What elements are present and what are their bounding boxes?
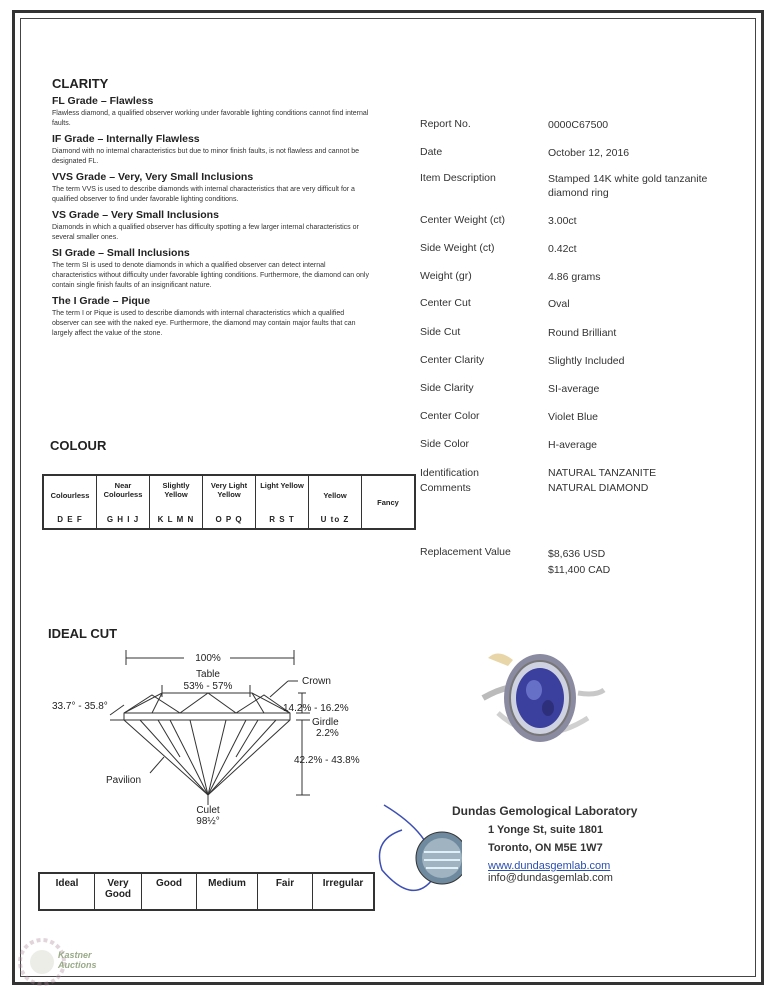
crown-height-label: 14.2% - 16.2% <box>283 703 349 714</box>
grade-description: The term SI is used to denote diamonds in which a qualified observer can detect internal characteristics without difficulty under favorable lighting conditions. Furthermore, the diamond can only contain single finish faults of an insignificant nature. <box>52 262 369 289</box>
lab-email: info@dundasgemlab.com <box>488 872 613 884</box>
grade-heading: IF Grade – Internally Flawless <box>52 133 200 145</box>
cut-grade-cell: Very Good <box>95 873 142 910</box>
grade-heading: The I Grade – Pique <box>52 295 151 307</box>
cut-grade-cell: Ideal <box>39 873 95 910</box>
grade-vvs <box>52 171 372 205</box>
pavilion-label: Pavilion <box>106 775 142 786</box>
cut-grade-cell: Medium <box>197 873 258 910</box>
grade-si <box>52 247 372 291</box>
lab-address-line2: Toronto, ON M5E 1W7 <box>488 842 603 854</box>
grade-heading: VS Grade – Very Small Inclusions <box>52 209 219 221</box>
clarity-title: CLARITY <box>52 76 109 91</box>
cut-grade-cell: Fair <box>258 873 313 910</box>
clarity-section <box>52 76 372 339</box>
lab-name: Dundas Gemological Laboratory <box>452 804 638 818</box>
grade-heading: VVS Grade – Very, Very Small Inclusions <box>52 171 254 183</box>
tanzanite-stone <box>516 668 564 728</box>
grade-description: Diamonds in which a qualified observer has difficulty spotting a few larger internal characteristics or several smaller ones. <box>52 224 359 241</box>
lab-website-link[interactable]: www.dundasgemlab.com <box>488 860 611 872</box>
colour-cell: Yellow U to Z <box>309 475 362 529</box>
grade-if <box>52 133 372 167</box>
lab-seal <box>372 800 462 910</box>
girdle-label: Girdle <box>312 717 339 728</box>
crown-angle-label: 33.7° - 35.8° <box>52 701 108 712</box>
grade-vs <box>52 209 372 243</box>
colour-scale-table <box>42 474 416 530</box>
lab-address-line1: 1 Yonge St, suite 1801 <box>488 824 604 836</box>
colour-cell: Colourless D E F <box>43 475 97 529</box>
culet-value-label: 98½° <box>196 816 220 827</box>
width-label: 100% <box>195 653 221 664</box>
colour-title: COLOUR <box>50 438 107 453</box>
cut-grade-table <box>38 872 375 911</box>
colour-cell-fancy: Fancy <box>362 475 416 529</box>
grade-description: Diamond with no internal characteristics but due to minor finish faults, is not flawless and cannot be designated FL. <box>52 148 359 165</box>
lab-info <box>452 804 637 884</box>
diamond-outline <box>124 693 290 795</box>
colour-cell: Near Colourless G H I J <box>97 475 150 529</box>
auction-watermark-text: Kastner Auctions <box>58 950 97 970</box>
grade-heading: FL Grade – Flawless <box>52 95 154 107</box>
diamond-cut-diagram <box>40 645 370 830</box>
tag-shape <box>488 653 513 666</box>
culet-label: Culet <box>196 805 220 816</box>
girdle-value-label: 2.2% <box>316 728 339 739</box>
ring-photo <box>478 638 608 748</box>
grade-description: The term I or Pique is used to describe diamonds with internal characteristics which a qualified observer can see with the naked eye. Furthermore, the diamond may contain major faults that can largely affect the value of the stone. <box>52 310 356 337</box>
grade-fl <box>52 95 372 129</box>
grade-i <box>52 295 372 339</box>
ideal-cut-title: IDEAL CUT <box>48 626 118 641</box>
table-range-label: 53% - 57% <box>183 681 233 692</box>
crown-label: Crown <box>302 676 331 687</box>
pavilion-depth-label: 42.2% - 43.8% <box>294 755 360 766</box>
grade-description: Flawless diamond, a qualified observer working under favorable lighting conditions cannot find internal faults. <box>52 110 369 127</box>
table-label: Table <box>196 669 220 680</box>
cut-grade-cell: Irregular <box>313 873 375 910</box>
cut-grade-cell: Good <box>142 873 197 910</box>
colour-cell: Slightly Yellow K L M N <box>150 475 203 529</box>
grade-heading: SI Grade – Small Inclusions <box>52 247 190 259</box>
colour-cell: Light Yellow R S T <box>256 475 309 529</box>
colour-cell: Very Light Yellow O P Q <box>203 475 256 529</box>
grade-description: The term VVS is used to describe diamonds with internal characteristics that are very difficult for a qualified observer to find under favorable lighting conditions. <box>52 186 355 203</box>
